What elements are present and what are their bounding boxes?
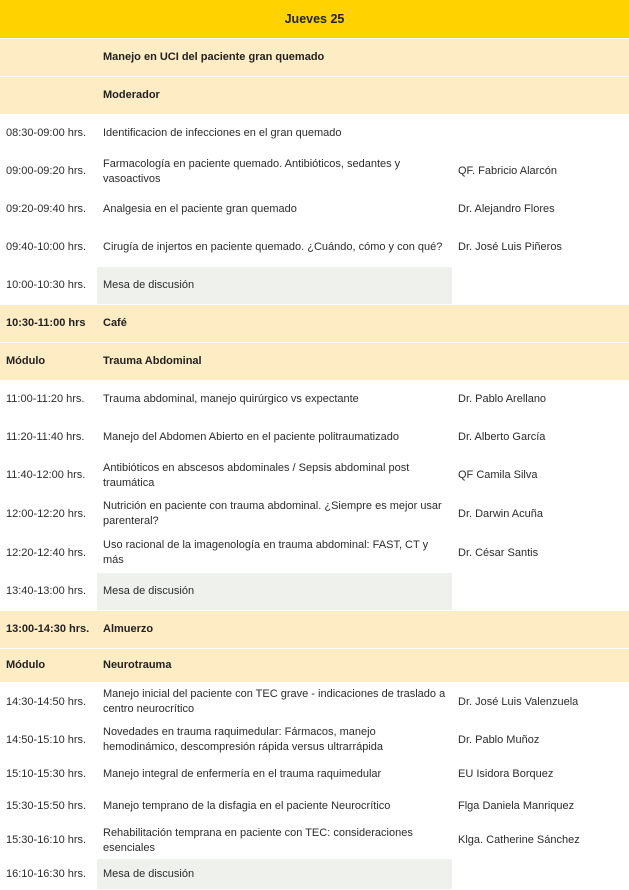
table-row [0, 533, 629, 572]
schedule-table [0, 38, 629, 889]
speaker-cell [452, 343, 629, 380]
table-row [0, 152, 629, 190]
topic-cell: Mesa de discusión [97, 573, 452, 610]
time-cell [0, 39, 97, 76]
time-cell: 11:20-11:40 hrs. [6, 431, 85, 443]
table-row [0, 114, 629, 152]
topic-cell: Farmacología en paciente quemado. Antibióticos, sedantes y vasoactivos [103, 157, 401, 185]
section-row [0, 76, 629, 114]
speaker-cell [452, 859, 629, 889]
time-cell: 12:20-12:40 hrs. [6, 546, 87, 559]
topic-cell: Mesa de discusión [97, 267, 452, 304]
speaker-cell [452, 305, 629, 342]
time-cell: 11:40-12:00 hrs. [6, 469, 86, 481]
speaker-cell: Dr. José Luis Valenzuela [458, 695, 579, 708]
time-cell: 09:00-09:20 hrs. [6, 165, 87, 177]
speaker-cell [452, 267, 629, 304]
speaker-cell: Dr. José Luis Piñeros [458, 241, 562, 253]
table-row [0, 456, 629, 494]
topic-cell: Neurotrauma [103, 659, 172, 671]
section-row [0, 38, 629, 76]
speaker-cell: Klga. Catherine Sánchez [458, 834, 580, 846]
day-title: Jueves 25 [284, 12, 345, 26]
speaker-cell: Dr. Pablo Muñoz [458, 733, 540, 746]
day-header [0, 0, 629, 38]
section-row [0, 304, 629, 342]
discussion-row [0, 572, 629, 610]
table-row [0, 380, 629, 418]
discussion-row [0, 266, 629, 304]
topic-cell: Cirugía de injertos en paciente quemado. ¿Cuándo, cómo y con qué? [103, 241, 443, 253]
table-row [0, 682, 629, 721]
speaker-cell: Dr. Alejandro Flores [458, 203, 555, 215]
speaker-cell [452, 611, 629, 648]
time-cell: 15:30-16:10 hrs. [6, 834, 87, 846]
speaker-cell: Dr. Darwin Acuña [458, 507, 543, 520]
time-cell: 10:30-11:00 hrs [6, 317, 86, 329]
speaker-cell [452, 573, 629, 610]
speaker-cell: QF Camila Silva [458, 469, 538, 481]
speaker-cell [452, 39, 629, 76]
time-cell: Módulo [6, 355, 46, 367]
topic-cell: Manejo del Abdomen Abierto en el paciente politraumatizado [103, 431, 399, 443]
speaker-cell: Flga Daniela Manriquez [458, 800, 575, 812]
topic-cell: Moderador [103, 89, 160, 101]
topic-cell: Antibióticos en abscesos abdominales / Sepsis abdominal post traumática [103, 461, 410, 489]
topic-cell: Manejo temprano de la disfagia en el paciente Neurocrítico [103, 800, 391, 812]
table-row [0, 494, 629, 533]
topic-cell: Trauma Abdominal [103, 355, 202, 367]
speaker-cell: EU Isidora Borquez [458, 768, 554, 780]
section-row [0, 610, 629, 648]
section-row [0, 342, 629, 380]
topic-cell: Novedades en trauma raquimedular: Fármacos, manejo hemodinámico, descompresión rápida versus ultrarrápida [103, 726, 384, 753]
table-row [0, 758, 629, 790]
speaker-cell [452, 77, 629, 114]
topic-cell: Manejo inicial del paciente con TEC grave - indicaciones de traslado a centro neurocrítico [103, 688, 446, 715]
topic-cell: Nutrición en paciente con trauma abdominal. ¿Siempre es mejor usar parenteral? [103, 500, 442, 527]
time-cell: 09:20-09:40 hrs. [6, 203, 87, 215]
discussion-row [0, 858, 629, 889]
time-cell: 09:40-10:00 hrs. [6, 241, 87, 253]
speaker-cell: Dr. Pablo Arellano [458, 393, 547, 405]
time-cell: 13:00-14:30 hrs. [6, 623, 90, 635]
table-row [0, 418, 629, 456]
topic-cell: Analgesia en el paciente gran quemado [103, 203, 297, 215]
table-row [0, 790, 629, 822]
table-row [0, 822, 629, 858]
time-cell: 13:40-13:00 hrs. [0, 573, 97, 610]
time-cell: Módulo [6, 659, 46, 671]
topic-cell: Almuerzo [103, 623, 154, 635]
time-cell: 08:30-09:00 hrs. [6, 127, 87, 139]
speaker-cell: Dr. Alberto García [458, 431, 546, 443]
section-row [0, 648, 629, 682]
topic-cell: Identificacion de infecciones en el gran quemado [103, 127, 342, 139]
topic-cell: Rehabilitación temprana en paciente con TEC: consideraciones esenciales [103, 826, 413, 854]
time-cell: 12:00-12:20 hrs. [6, 507, 87, 520]
time-cell: 14:30-14:50 hrs. [6, 695, 87, 708]
time-cell: 15:10-15:30 hrs. [6, 768, 87, 780]
table-row [0, 228, 629, 266]
time-cell: 14:50-15:10 hrs. [6, 733, 87, 746]
topic-cell: Manejo integral de enfermería en el trauma raquimedular [103, 768, 382, 780]
topic-cell: Trauma abdominal, manejo quirúrgico vs expectante [103, 393, 359, 405]
topic-cell: Café [103, 317, 127, 329]
time-cell: 16:10-16:30 hrs. [0, 859, 97, 889]
topic-cell: Uso racional de la imagenología en trauma abdominal: FAST, CT y más [103, 539, 429, 566]
time-cell [0, 77, 97, 114]
topic-cell: Manejo en UCI del paciente gran quemado [103, 51, 325, 63]
table-row [0, 190, 629, 228]
speaker-cell [452, 649, 629, 682]
time-cell: 11:00-11:20 hrs. [6, 393, 85, 405]
topic-cell: Mesa de discusión [97, 859, 452, 889]
time-cell: 15:30-15:50 hrs. [6, 800, 87, 812]
speaker-cell: Dr. César Santis [458, 546, 539, 559]
speaker-cell [452, 115, 629, 152]
time-cell: 10:00-10:30 hrs. [0, 267, 97, 304]
speaker-cell: QF. Fabricio Alarcón [458, 165, 558, 177]
table-row [0, 721, 629, 758]
